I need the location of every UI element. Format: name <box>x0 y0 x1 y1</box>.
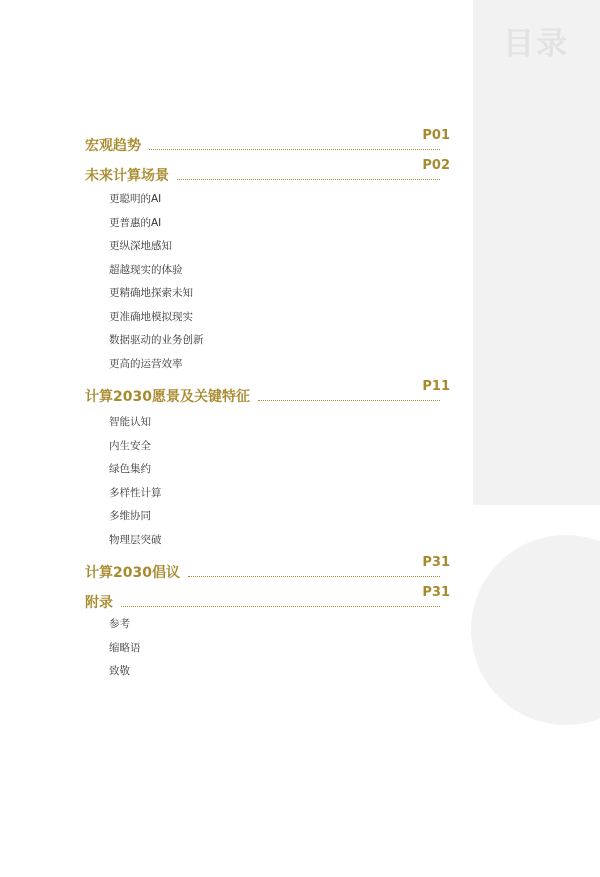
toc-page-number: P31 <box>422 555 450 570</box>
toc-subitem[interactable]: 更聪明的AI <box>109 193 162 205</box>
toc-section-future-scenarios[interactable] <box>85 158 450 185</box>
side-panel <box>473 0 600 505</box>
toc-section-vision-2030[interactable] <box>85 379 450 406</box>
toc-subitem[interactable]: 内生安全 <box>109 440 151 452</box>
toc-subitem[interactable]: 参考 <box>109 618 130 630</box>
toc-section-macro-trends[interactable] <box>85 128 450 155</box>
toc-subitem[interactable]: 致敬 <box>109 665 130 677</box>
toc-subitem[interactable]: 更普惠的AI <box>109 217 162 229</box>
toc-section-label: 计算2030倡议 <box>85 565 180 581</box>
toc-page-number: P11 <box>422 379 450 394</box>
toc-section-appendix[interactable] <box>85 585 450 612</box>
toc-subitem[interactable]: 物理层突破 <box>109 534 162 546</box>
toc-section-label: 计算2030愿景及关键特征 <box>85 389 250 405</box>
dotted-leader <box>188 576 440 577</box>
toc-subitem[interactable]: 智能认知 <box>109 416 151 428</box>
toc-subitem[interactable]: 多维协同 <box>109 510 151 522</box>
toc-section-label: 附录 <box>85 595 113 611</box>
toc-page-number: P02 <box>422 158 450 173</box>
dotted-leader <box>177 179 440 180</box>
page-title: 目录 <box>503 26 569 62</box>
toc-subitem[interactable]: 更精确地探索未知 <box>109 287 193 299</box>
toc-section-label: 未来计算场景 <box>85 168 169 184</box>
toc-subitem[interactable]: 更准确地模拟现实 <box>109 311 193 323</box>
toc-section-label: 宏观趋势 <box>85 138 141 154</box>
toc-section-initiative-2030[interactable] <box>85 555 450 582</box>
toc-subitem[interactable]: 数据驱动的业务创新 <box>109 334 204 346</box>
dotted-leader <box>149 149 440 150</box>
toc-subitem[interactable]: 更纵深地感知 <box>109 240 172 252</box>
toc-page-number: P01 <box>422 128 450 143</box>
toc-subitem[interactable]: 绿色集约 <box>109 463 151 475</box>
decorative-circle <box>471 535 600 725</box>
toc-subitem[interactable]: 多样性计算 <box>109 487 162 499</box>
toc-subitem[interactable]: 超越现实的体验 <box>109 264 183 276</box>
toc-subitem[interactable]: 缩略语 <box>109 642 141 654</box>
dotted-leader <box>121 606 440 607</box>
dotted-leader <box>258 400 440 401</box>
toc-subitem[interactable]: 更高的运营效率 <box>109 358 183 370</box>
toc-page-number: P31 <box>422 585 450 600</box>
